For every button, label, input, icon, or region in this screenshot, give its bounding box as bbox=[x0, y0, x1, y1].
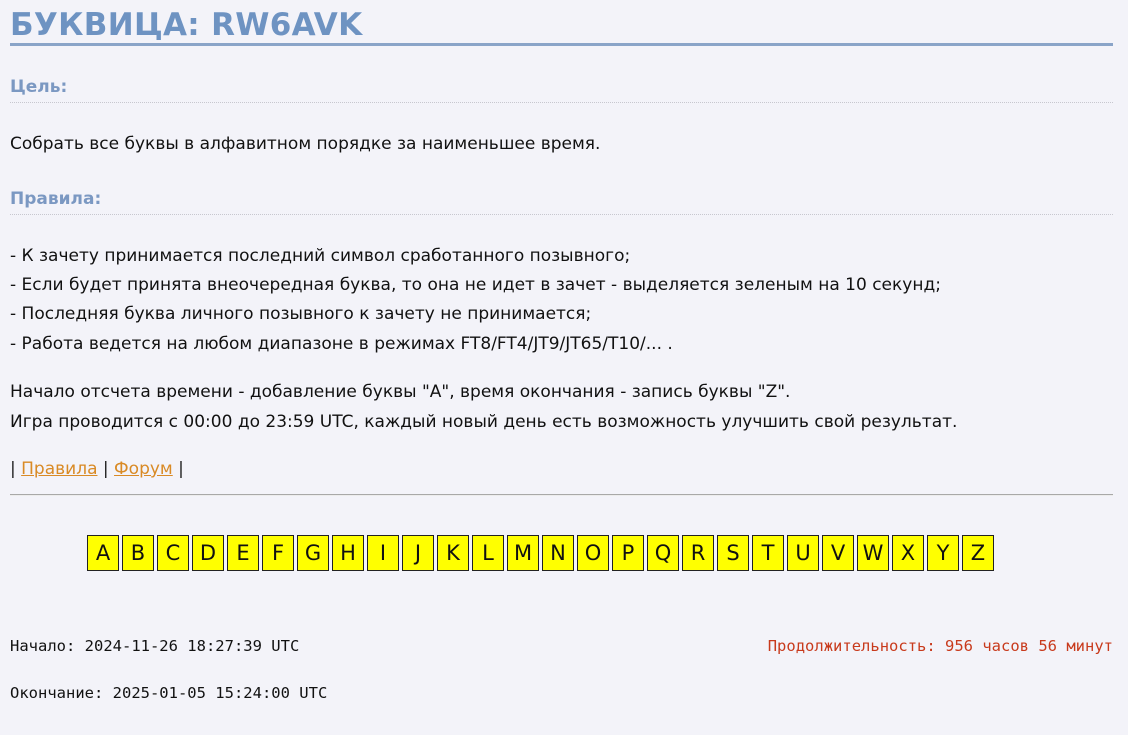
letter-cell-f: F bbox=[262, 535, 294, 571]
goal-text: Собрать все буквы в алфавитном порядке за наименьшее время. bbox=[10, 134, 601, 154]
letter-cell-y: Y bbox=[927, 535, 959, 571]
letter-cell-c: C bbox=[157, 535, 189, 571]
letter-cell-j: J bbox=[402, 535, 434, 571]
letter-cell-h: H bbox=[332, 535, 364, 571]
letter-cell-r: R bbox=[682, 535, 714, 571]
rule-note-timing: Начало отсчета времени - добавление буквы "A", время окончания - запись буквы "Z". bbox=[10, 382, 791, 402]
letter-cell-d: D bbox=[192, 535, 224, 571]
letter-cell-w: W bbox=[857, 535, 889, 571]
nav-separator: | bbox=[102, 459, 109, 479]
letter-cell-v: V bbox=[822, 535, 854, 571]
rule-item-4: - Работа ведется на любом диапазоне в режимах FT8/FT4/JT9/JT65/T10/... . bbox=[10, 334, 673, 354]
rule-item-1: - К зачету принимается последний символ сработанного позывного; bbox=[10, 246, 631, 266]
letter-cell-t: T bbox=[752, 535, 784, 571]
letter-cell-z: Z bbox=[962, 535, 994, 571]
letter-cell-u: U bbox=[787, 535, 819, 571]
letter-cell-n: N bbox=[542, 535, 574, 571]
letter-cell-l: L bbox=[472, 535, 504, 571]
rule-item-3: - Последняя буква личного позывного к зачету не принимается; bbox=[10, 304, 592, 324]
divider bbox=[10, 494, 1113, 496]
nav-links bbox=[10, 458, 184, 480]
nav-separator: | bbox=[10, 459, 16, 479]
duration: Продолжительность: 956 часов 56 минут bbox=[767, 637, 1113, 655]
letter-cell-p: P bbox=[612, 535, 644, 571]
nav-separator: | bbox=[178, 459, 184, 479]
letter-cell-k: K bbox=[437, 535, 469, 571]
rules-heading: Правила: bbox=[10, 188, 1113, 215]
rule-item-2: - Если будет принята внеочередная буква, то она не идет в зачет - выделяется зеленым на 10 секунд; bbox=[10, 275, 941, 295]
letter-cell-s: S bbox=[717, 535, 749, 571]
letter-cell-i: I bbox=[367, 535, 399, 571]
forum-link[interactable]: Форум bbox=[114, 459, 173, 479]
end-time: Окончание: 2025-01-05 15:24:00 UTC bbox=[10, 684, 328, 702]
start-time: Начало: 2024-11-26 18:27:39 UTC bbox=[10, 637, 300, 655]
letter-cell-b: B bbox=[122, 535, 154, 571]
goal-heading: Цель: bbox=[10, 76, 1113, 103]
letter-cell-m: M bbox=[507, 535, 539, 571]
page-title: БУКВИЦА: RW6AVK bbox=[10, 8, 1113, 46]
letter-cell-e: E bbox=[227, 535, 259, 571]
letter-grid bbox=[87, 535, 994, 571]
rule-note-schedule: Игра проводится с 00:00 до 23:59 UTC, каждый новый день есть возможность улучшить свой результат. bbox=[10, 412, 958, 432]
rules-link[interactable]: Правила bbox=[21, 459, 98, 479]
letter-cell-x: X bbox=[892, 535, 924, 571]
letter-cell-a: A bbox=[87, 535, 119, 571]
letter-cell-q: Q bbox=[647, 535, 679, 571]
letter-cell-o: O bbox=[577, 535, 609, 571]
letter-cell-g: G bbox=[297, 535, 329, 571]
